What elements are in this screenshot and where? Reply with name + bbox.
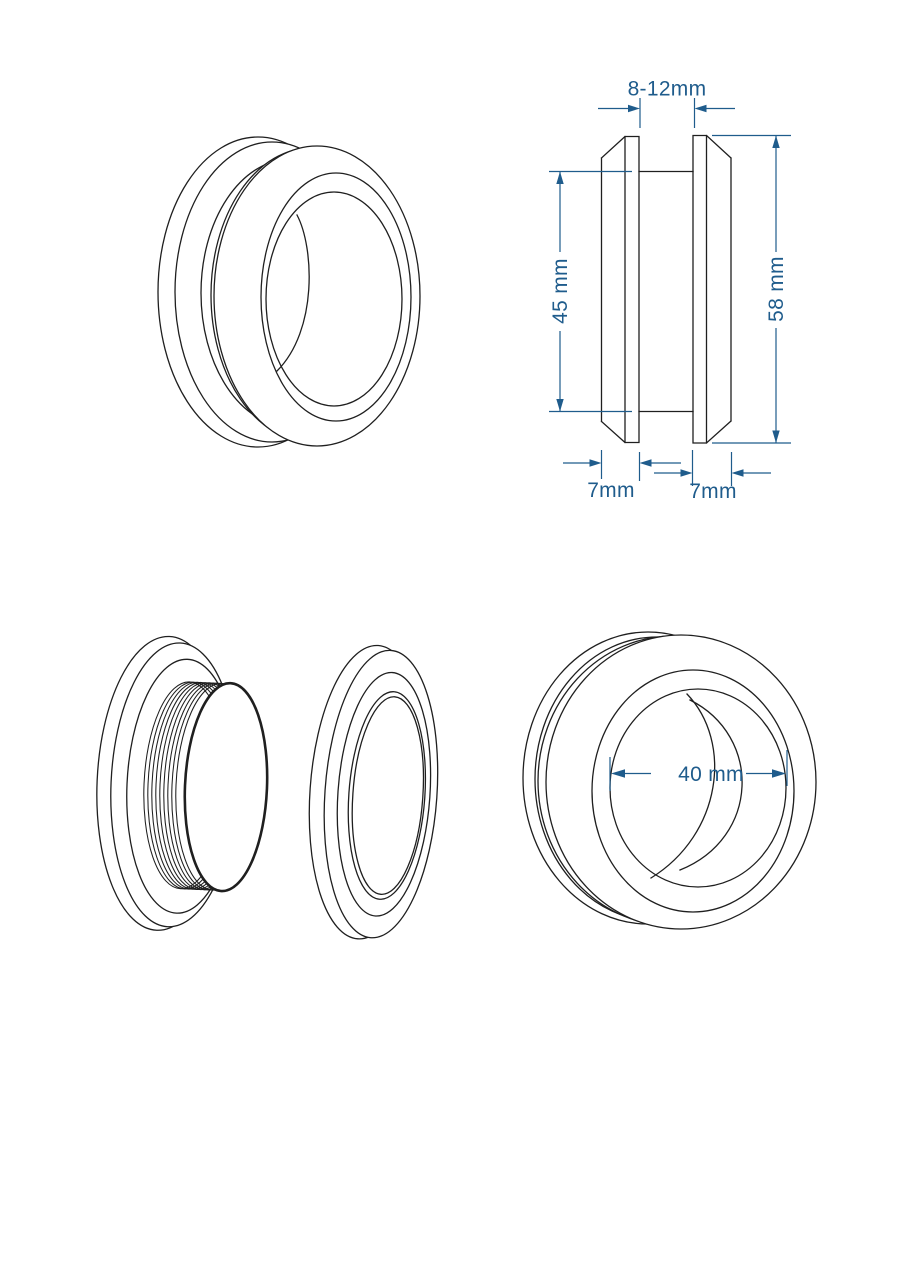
arrowhead-right-icon (590, 459, 602, 466)
assembled-isometric-view (158, 137, 420, 447)
left-flange-profile (602, 137, 640, 443)
dimension-right-flange (654, 450, 771, 503)
arrowhead-down-icon (772, 431, 779, 444)
threaded-body-part (91, 634, 274, 935)
cross-section-view (602, 136, 732, 444)
right-flange-profile (693, 136, 731, 444)
exploded-view (91, 634, 447, 944)
dimension-label-overall-height: 58 mm (765, 256, 788, 322)
dimension-label-right-flange: 7mm (689, 480, 737, 503)
arrowhead-left-icon (732, 469, 744, 476)
dimension-label-body-height: 45 mm (549, 258, 572, 324)
arrowhead-up-icon (772, 136, 779, 149)
dimension-label-glass-thickness: 8-12mm (627, 77, 707, 101)
extension-lines (640, 98, 695, 128)
dimension-label-inner-diameter: 40 mm (678, 763, 744, 786)
arrowhead-down-icon (556, 399, 563, 412)
dimension-glass-thickness (598, 78, 735, 129)
arrowhead-right-icon (681, 469, 693, 476)
arrowhead-left-icon (695, 105, 707, 112)
dimension-body-height (549, 172, 632, 412)
arrowhead-right-icon (628, 105, 640, 112)
front-isometric-view (523, 632, 816, 929)
ring-nut-part (300, 641, 447, 943)
hole-ellipse (266, 192, 402, 406)
center-tube-profile (639, 172, 693, 412)
dimension-label-left-flange: 7mm (587, 479, 635, 502)
arrowhead-left-icon (640, 459, 652, 466)
hole-ellipse (610, 689, 786, 887)
dimension-left-flange (563, 450, 681, 502)
dimension-overall-height (712, 136, 791, 444)
arrowhead-up-icon (556, 172, 563, 185)
extension-lines (602, 450, 640, 481)
